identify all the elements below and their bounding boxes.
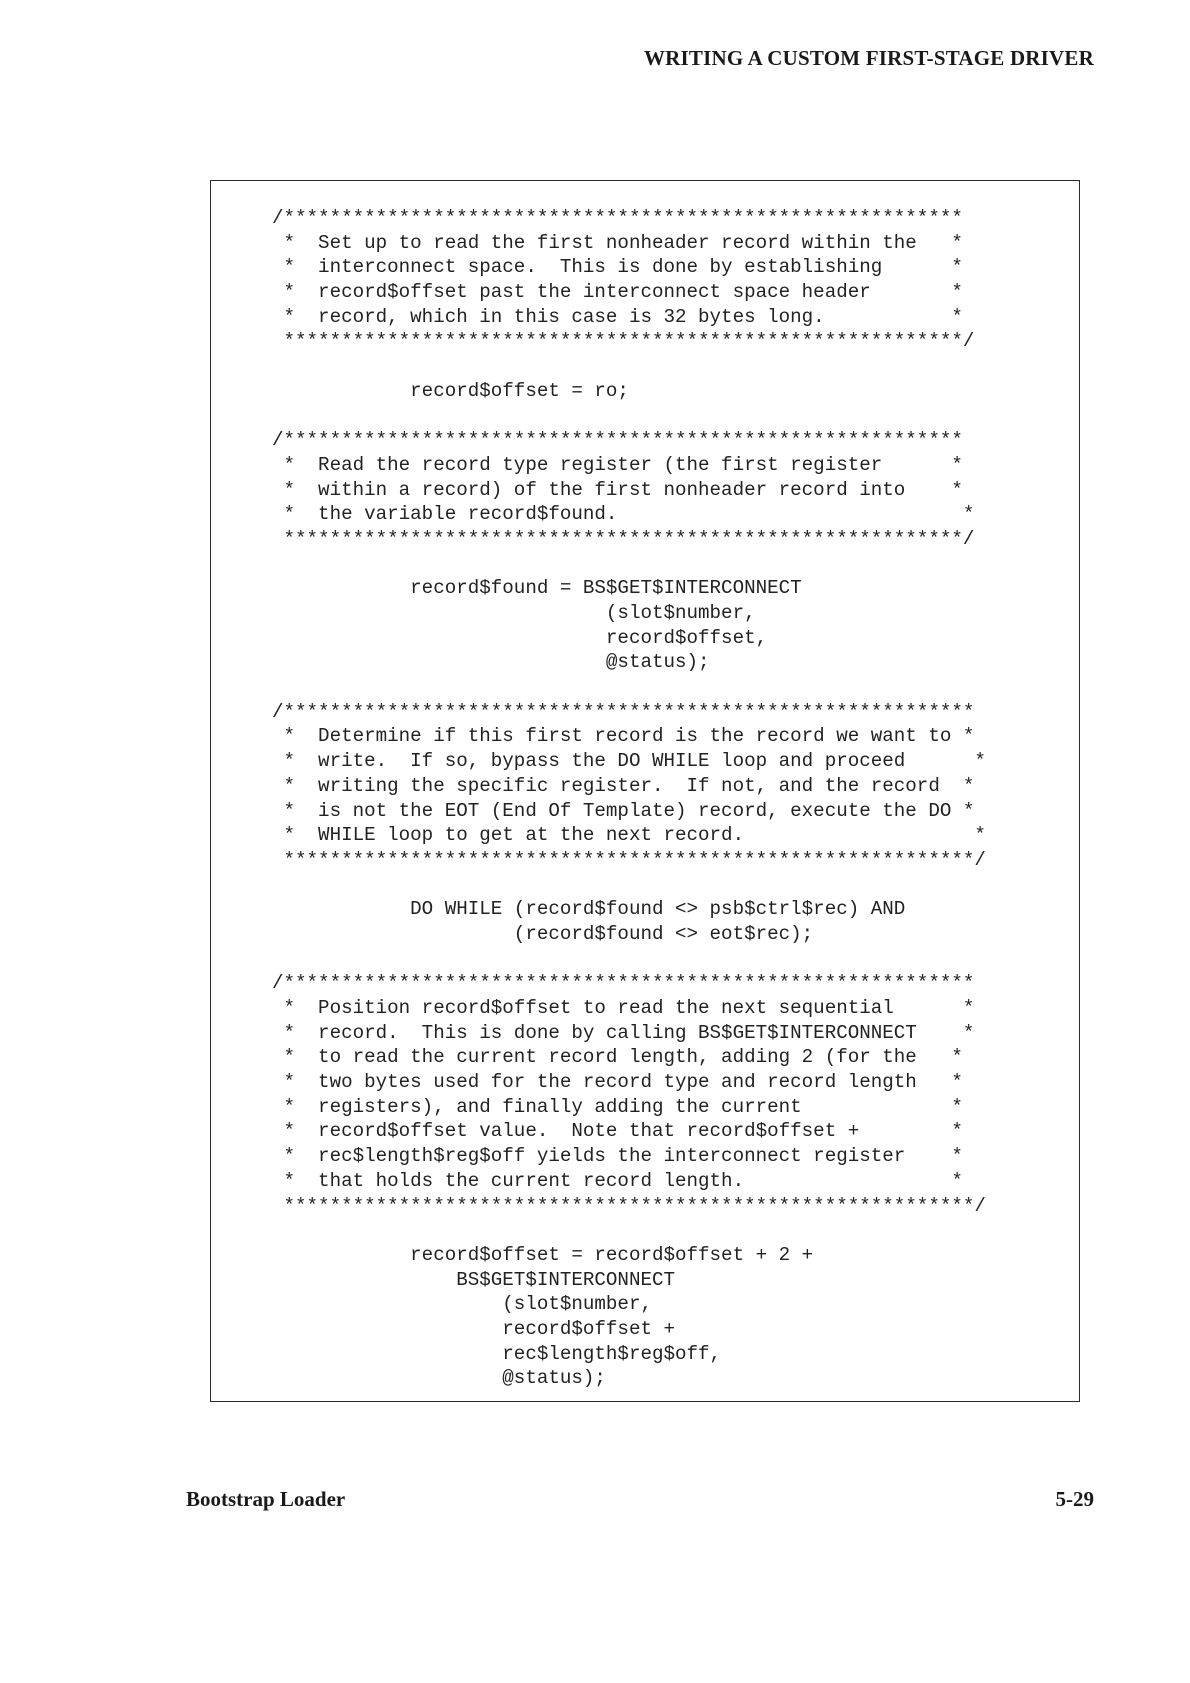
code-line: * Position record$offset to read the next sequential * [272,997,975,1019]
code-line: /*********************************************************** [272,429,963,452]
code-line: /*********************************************************** [272,207,963,229]
code-line [272,675,986,700]
running-header: WRITING A CUSTOM FIRST-STAGE DRIVER [643,46,1094,70]
code-line: @status); [272,1367,606,1390]
code-line: * that holds the current record length. * [272,1169,963,1192]
code-line: * record$offset value. Note that record$offset + * [272,1120,963,1143]
code-line [272,873,986,898]
code-line: * record. This is done by calling BS$GET$INTERCONNECT * [272,1021,975,1044]
code-line: * is not the EOT (End Of Template) record, execute the DO * [272,799,975,822]
code-line: @status); [272,651,710,674]
code-listing [272,206,986,1391]
code-line: * two bytes used for the record type and record length * [272,1071,963,1094]
code-line: (record$found <> eot$rec); [272,922,814,945]
code-line: BS$GET$INTERCONNECT [272,1268,676,1291]
code-line [272,1218,986,1243]
code-line: * writing the specific register. If not, and the record * [272,774,975,797]
code-line: * to read the current record length, adding 2 (for the * [272,1046,963,1069]
code-line: * WHILE loop to get at the next record. * [272,824,986,847]
code-line: DO WHILE (record$found <> psb$ctrl$rec) AND [272,898,906,921]
code-line: ************************************************************/ [272,1194,986,1217]
code-line: /************************************************************ [272,972,975,995]
code-line: * within a record) of the first nonheader record into * [272,478,963,501]
code-line: record$found = BS$GET$INTERCONNECT [272,577,802,600]
code-line: * the variable record$found. * [272,503,975,526]
code-line: record$offset + [272,1317,676,1340]
page-number: 5-29 [1055,1487,1094,1511]
code-line: * record, which in this case is 32 bytes long. * [272,305,963,328]
code-line: * record$offset past the interconnect space header * [272,281,963,304]
code-line [272,552,986,577]
code-line [272,404,986,429]
code-line: (slot$number, [272,602,756,624]
code-line: * Determine if this first record is the record we want to * [272,725,975,748]
code-line: * Read the record type register (the first register * [272,453,963,476]
code-line: ************************************************************/ [272,848,986,871]
code-line: rec$length$reg$off, [272,1342,722,1365]
code-line: * Set up to read the first nonheader record within the * [272,231,963,254]
code-line: /************************************************************ [272,700,975,723]
code-line: record$offset = record$offset + 2 + [272,1243,814,1266]
code-line: * rec$length$reg$off yields the interconnect register * [272,1145,963,1168]
code-line: record$offset, [272,626,768,649]
code-line: * interconnect space. This is done by establishing * [272,256,963,279]
code-line [272,354,986,379]
footer-section-title: Bootstrap Loader [186,1487,346,1511]
code-line [272,947,986,972]
code-line: (slot$number, [272,1293,652,1316]
code-line: * write. If so, bypass the DO WHILE loop and proceed * [272,750,986,773]
code-line: * registers), and finally adding the current * [272,1095,963,1118]
code-line: record$offset = ro; [272,379,629,402]
code-line: ***********************************************************/ [272,527,975,550]
code-line: ***********************************************************/ [272,330,975,353]
